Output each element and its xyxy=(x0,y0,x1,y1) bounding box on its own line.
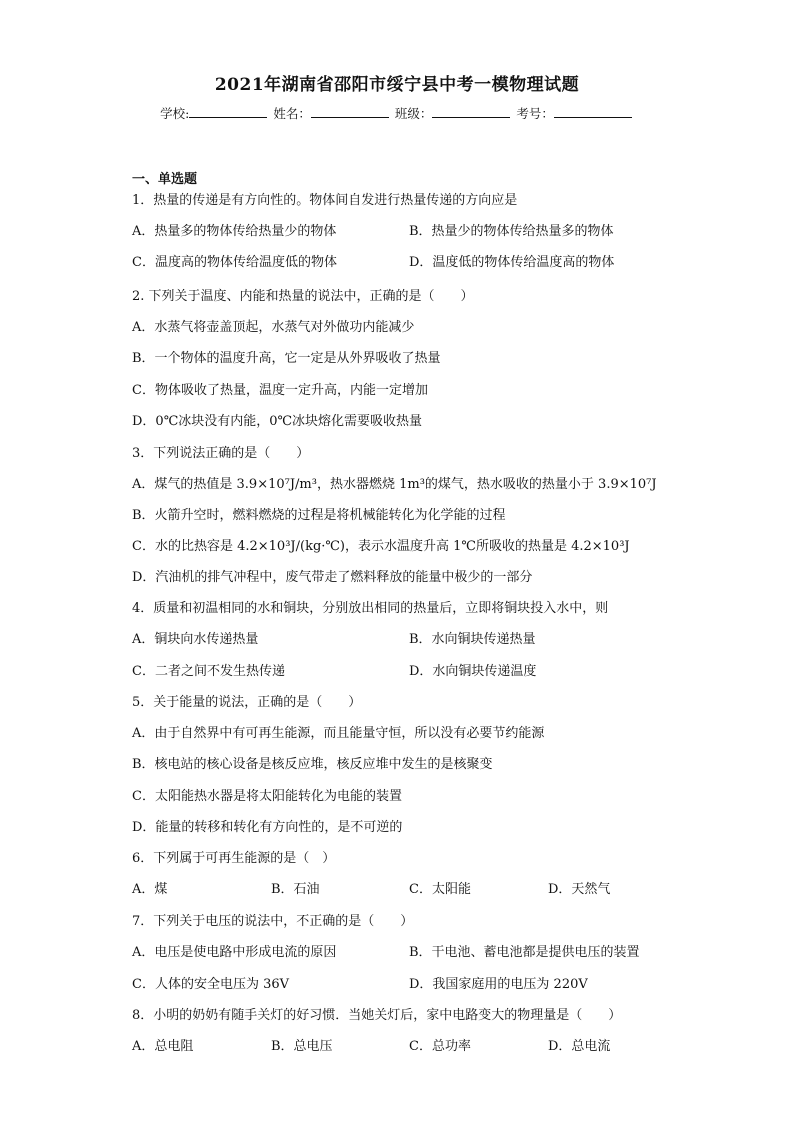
option-a[interactable]: A．水蒸气将壶盖顶起，水蒸气对外做功内能减少 xyxy=(132,320,415,335)
option-c[interactable]: C．太阳能 xyxy=(409,882,471,897)
option-c[interactable]: C．温度高的物体传给温度低的物体 xyxy=(132,255,337,270)
name-label: 姓名： xyxy=(273,106,311,121)
option-b[interactable]: B．核电站的核心设备是核反应堆，核反应堆中发生的是核聚变 xyxy=(132,757,493,772)
exam-number-label: 考号： xyxy=(516,106,554,121)
exam-number-blank[interactable] xyxy=(554,105,632,118)
school-label: 学校: xyxy=(160,106,190,121)
option-c[interactable]: C．二者之间不发生热传递 xyxy=(132,664,285,679)
question-stem: 7．下列关于电压的说法中，不正确的是（ ） xyxy=(132,914,414,929)
option-a[interactable]: A．煤 xyxy=(132,882,168,897)
question-stem: 2. 下列关于温度、内能和热量的说法中，正确的是（ ） xyxy=(132,289,474,304)
question-stem: 3．下列说法正确的是（ ） xyxy=(132,446,310,461)
question-stem: 8．小明的奶奶有随手关灯的好习惯．当她关灯后，家中电路变大的物理量是（ ） xyxy=(132,1008,622,1023)
option-c[interactable]: C．物体吸收了热量，温度一定升高，内能一定增加 xyxy=(132,383,428,398)
question-stem: 5．关于能量的说法，正确的是（ ） xyxy=(132,695,362,710)
option-a[interactable]: A．由于自然界中有可再生能源，而且能量守恒，所以没有必要节约能源 xyxy=(132,726,545,741)
option-a[interactable]: A．煤气的热值是 3.9×10⁷J/m³，热水器燃烧 1m³的煤气，热水吸收的热量小于 3.9×10⁷J xyxy=(132,477,657,492)
option-b[interactable]: B．火箭升空时，燃料燃烧的过程是将机械能转化为化学能的过程 xyxy=(132,508,506,523)
option-a[interactable]: A．热量多的物体传给热量少的物体 xyxy=(132,224,337,239)
option-d[interactable]: D．我国家庭用的电压为 220V xyxy=(409,977,588,992)
option-b[interactable]: B．干电池、蓄电池都是提供电压的装置 xyxy=(409,945,640,960)
option-b[interactable]: B．石油 xyxy=(271,882,320,897)
option-b[interactable]: B．水向铜块传递热量 xyxy=(409,632,536,647)
question-stem: 1．热量的传递是有方向性的。物体间自发进行热量传递的方向应是 xyxy=(132,193,518,208)
exam-title: 2021年湖南省邵阳市绥宁县中考一模物理试题 xyxy=(214,75,580,95)
class-label: 班级： xyxy=(394,106,433,121)
option-d[interactable]: D．天然气 xyxy=(548,882,611,897)
option-a[interactable]: A．铜块向水传递热量 xyxy=(132,632,259,647)
option-d[interactable]: D．水向铜块传递温度 xyxy=(409,664,537,679)
option-d[interactable]: D．0℃冰块没有内能，0℃冰块熔化需要吸收热量 xyxy=(132,414,423,429)
option-b[interactable]: B．热量少的物体传给热量多的物体 xyxy=(409,224,614,239)
school-blank[interactable] xyxy=(189,105,267,118)
option-a[interactable]: A．电压是使电路中形成电流的原因 xyxy=(132,945,337,960)
option-d[interactable]: D．汽油机的排气冲程中，废气带走了燃料释放的能量中极少的一部分 xyxy=(132,570,533,585)
question-stem: 6．下列属于可再生能源的是（ ） xyxy=(132,851,336,866)
option-b[interactable]: B．一个物体的温度升高，它一定是从外界吸收了热量 xyxy=(132,351,441,366)
option-d[interactable]: D．总电流 xyxy=(548,1039,611,1054)
name-blank[interactable] xyxy=(311,105,389,118)
option-c[interactable]: C．太阳能热水器是将太阳能转化为电能的装置 xyxy=(132,789,402,804)
option-c[interactable]: C．总功率 xyxy=(409,1039,471,1054)
option-b[interactable]: B．总电压 xyxy=(271,1039,333,1054)
class-blank[interactable] xyxy=(432,105,510,118)
option-a[interactable]: A．总电阻 xyxy=(132,1039,194,1054)
option-c[interactable]: C．人体的安全电压为 36V xyxy=(132,977,290,992)
option-d[interactable]: D．能量的转移和转化有方向性的，是不可逆的 xyxy=(132,820,403,835)
question-stem: 4．质量和初温相同的水和铜块，分别放出相同的热量后，立即将铜块投入水中，则 xyxy=(132,601,609,616)
student-info-line xyxy=(0,104,794,122)
section-heading: 一、单选题 xyxy=(132,172,198,187)
option-d[interactable]: D．温度低的物体传给温度高的物体 xyxy=(409,255,615,270)
option-c[interactable]: C．水的比热容是 4.2×10³J/(kg·℃)，表示水温度升高 1℃所吸收的热量是 4.2×10³J xyxy=(132,539,630,554)
